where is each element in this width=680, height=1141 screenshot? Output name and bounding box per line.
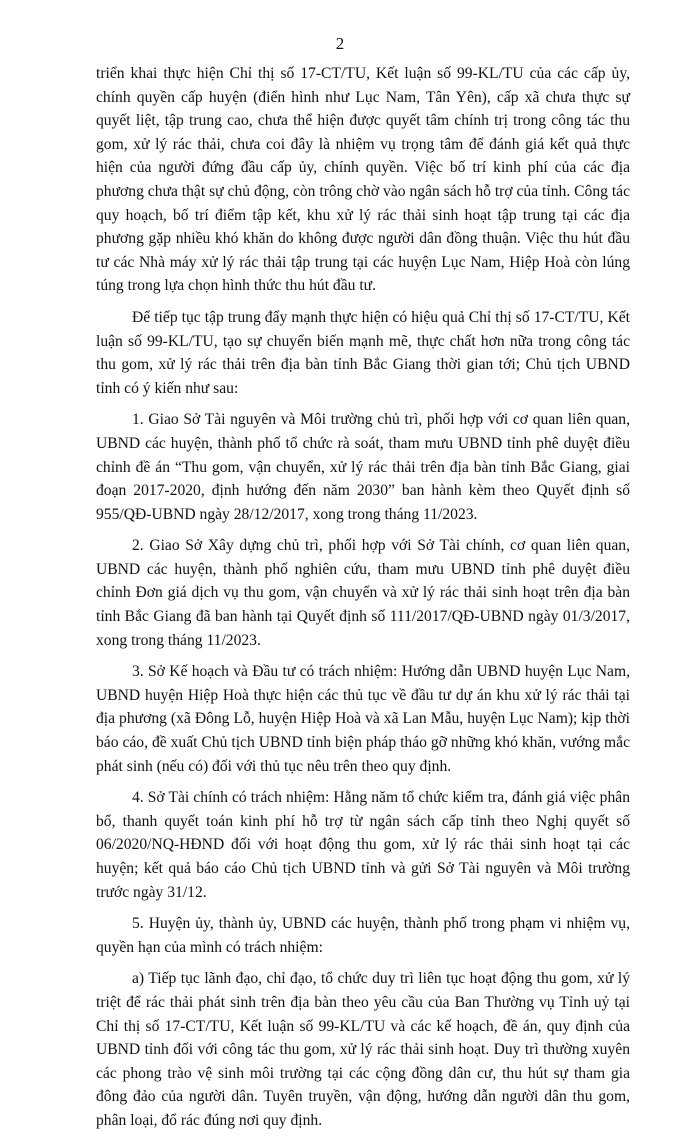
paragraph-item-1: 1. Giao Sở Tài nguyên và Môi trường chủ trì, phối hợp với cơ quan liên quan, UBND các huyện, thành phố tổ chức rà soát, tham mưu UBND tỉnh phê duyệt điều chỉnh đề án “Thu gom, vận chuyển, xử lý rác thải trên địa bàn tỉnh Bắc Giang, giai đoạn 2017-2020, định hướng đến năm 2030” ban hành kèm theo Quyết định số 955/QĐ-UBND ngày 28/12/2017, xong trong tháng 11/2023. (96, 411, 630, 523)
page-number: 2 (335, 34, 345, 53)
document-body (96, 62, 630, 1141)
paragraph-item-5a: a) Tiếp tục lãnh đạo, chỉ đạo, tổ chức duy trì liên tục hoạt động thu gom, xử lý triệt để rác thải phát sinh trên địa bàn theo yêu cầu của Ban Thường vụ Tỉnh uỷ tại Chỉ thị số 17-CT/TU, Kết luận số 99-KL/TU và các kế hoạch, đề án, quy định của UBND tỉnh đối với công tác thu gom, xử lý rác thải sinh hoạt. Duy trì thường xuyên các phong trào vệ sinh môi trường tại các cộng đồng dân cư, thu hút sự tham gia đông đảo của người dân. Tuyên truyền, vận động, hướng dẫn người dân thu gom, phân loại, đổ rác đúng nơi quy định. (96, 970, 630, 1129)
paragraph-item-5: 5. Huyện ủy, thành ủy, UBND các huyện, thành phố trong phạm vi nhiệm vụ, quyền hạn của mình có trách nhiệm: (96, 915, 630, 956)
paragraph-item-3: 3. Sở Kế hoạch và Đầu tư có trách nhiệm: Hướng dẫn UBND huyện Lục Nam, UBND huyện Hiệp Hoà thực hiện các thủ tục về đầu tư dự án khu xử lý rác thải tại địa phương (xã Đông Lỗ, huyện Hiệp Hoà và xã Lan Mẫu, huyện Lục Nam); kịp thời báo cáo, đề xuất Chủ tịch UBND tỉnh biện pháp tháo gỡ những khó khăn, vướng mắc phát sinh (nếu có) đối với thủ tục nêu trên theo quy định. (96, 663, 630, 775)
paragraph-intro: Để tiếp tục tập trung đẩy mạnh thực hiện có hiệu quả Chỉ thị số 17-CT/TU, Kết luận số 99-KL/TU, tạo sự chuyển biến mạnh mẽ, thực chất hơn nữa trong công tác thu gom, xử lý rác thải trên địa bàn tỉnh Bắc Giang thời gian tới; Chủ tịch UBND tỉnh có ý kiến như sau: (96, 308, 630, 397)
paragraph-item-4: 4. Sở Tài chính có trách nhiệm: Hằng năm tổ chức kiểm tra, đánh giá việc phân bổ, thanh quyết toán kinh phí hỗ trợ từ ngân sách cấp tỉnh theo Nghị quyết số 06/2020/NQ-HĐND đối với hoạt động thu gom, xử lý rác thải sinh hoạt tại các huyện; kết quả báo cáo Chủ tịch UBND tỉnh và gửi Sở Tài nguyên và Môi trường trước ngày 31/12. (96, 789, 630, 901)
paragraph-continuation: triển khai thực hiện Chỉ thị số 17-CT/TU, Kết luận số 99-KL/TU của các cấp ủy, chính quyền cấp huyện (điển hình như Lục Nam, Tân Yên), cấp xã chưa thực sự quyết liệt, tập trung cao, chưa thể hiện được quyết tâm chính trị trong công tác thu gom, xử lý rác thải, chưa coi đây là nhiệm vụ trọng tâm để đánh giá kết quả thực hiện của người đứng đầu cấp ủy, chính quyền. Việc bố trí kinh phí của các địa phương chưa thật sự chủ động, còn trông chờ vào ngân sách hỗ trợ của tỉnh. Công tác quy hoạch, bố trí điểm tập kết, khu xử lý rác thải sinh hoạt tập trung tại các địa phương gặp nhiều khó khăn do không được người dân đồng thuận. Việc thu hút đầu tư các Nhà máy xử lý rác thải tập trung tại các huyện Lục Nam, Hiệp Hoà còn lúng túng trong lựa chọn hình thức thu hút đầu tư. (96, 65, 630, 295)
paragraph-item-2: 2. Giao Sở Xây dựng chủ trì, phối hợp với Sở Tài chính, cơ quan liên quan, UBND các huyện, thành phố nghiên cứu, tham mưu UBND tỉnh phê duyệt điều chỉnh Đơn giá dịch vụ thu gom, vận chuyển và xử lý rác thải sinh hoạt trên địa bàn tỉnh Bắc Giang đã ban hành tại Quyết định số 111/2017/QĐ-UBND ngày 01/3/2017, xong trong tháng 11/2023. (96, 537, 630, 649)
